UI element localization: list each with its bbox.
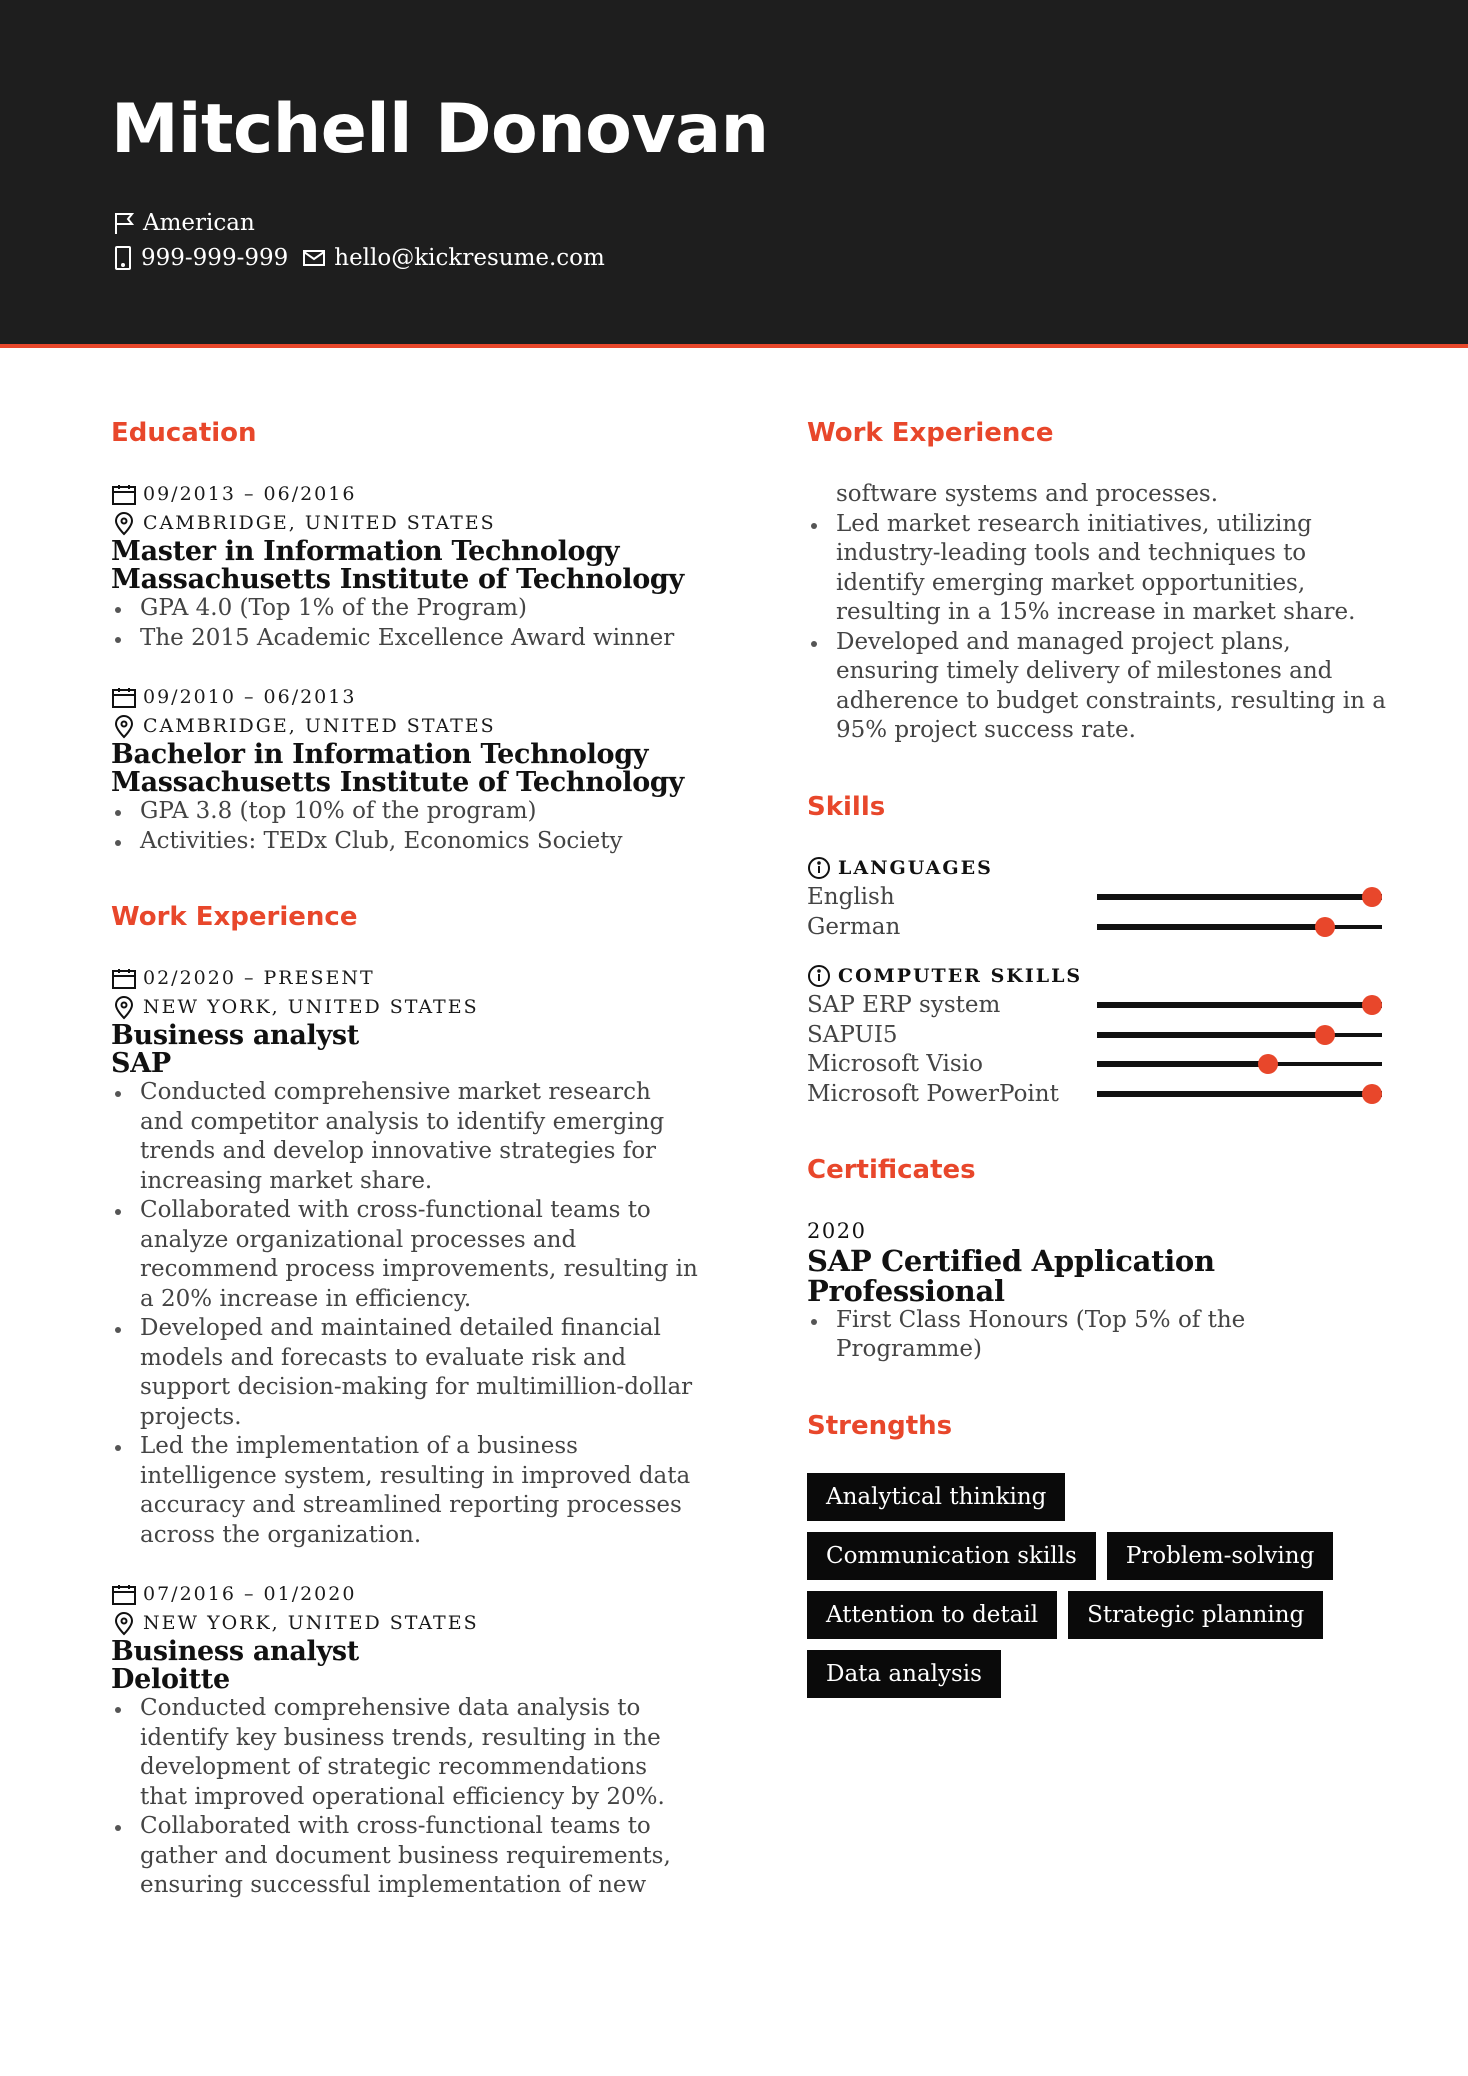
skill-level-bar	[1097, 1003, 1382, 1007]
skill-level-dot	[1315, 1025, 1335, 1045]
entry-location: CAMBRIDGE, UNITED STATES	[111, 712, 701, 741]
strength-tags	[807, 1473, 1367, 1709]
entry-dates: 07/2016 – 01/2020	[111, 1580, 701, 1609]
entry-dates: 09/2013 – 06/2016	[111, 480, 701, 509]
strength-tag: Analytical thinking	[807, 1473, 1065, 1521]
company-name: SAP	[111, 1048, 171, 1079]
skill-group-languages	[807, 854, 1387, 942]
contact-row-nationality	[113, 210, 269, 236]
education-entry	[111, 480, 701, 653]
info-icon	[807, 856, 831, 880]
entry-dates: 02/2020 – PRESENT	[111, 964, 701, 993]
calendar-icon	[111, 687, 137, 709]
skill-row	[807, 912, 1387, 942]
skill-level-bar	[1097, 1092, 1382, 1096]
entry-bullets	[111, 797, 701, 856]
list-item: GPA 4.0 (Top 1% of the Program)	[111, 594, 701, 624]
list-item: Collaborated with cross-functional teams to analyze organizational processes and recommend process improvements, resulting in a 20% increase in efficiency.	[111, 1196, 701, 1314]
list-item: GPA 3.8 (top 10% of the program)	[111, 797, 701, 827]
location-pin-icon	[111, 512, 137, 536]
skill-level-bar	[1097, 925, 1382, 929]
phone-icon	[113, 245, 133, 271]
list-item: Collaborated with cross-functional teams to gather and document business requirements, ensuring successful implementation of new	[111, 1812, 701, 1901]
phone-item	[113, 245, 288, 271]
work-entry	[111, 1580, 701, 1901]
skill-level-bar	[1097, 895, 1382, 899]
skill-level-fill	[1097, 1002, 1382, 1008]
left-column	[111, 420, 701, 1949]
location-pin-icon	[111, 715, 137, 739]
work-experience-section	[111, 904, 701, 1901]
contact-row-phone-email	[113, 245, 619, 271]
list-item: First Class Honours (Top 5% of the Programme)	[807, 1306, 1387, 1365]
entry-location: CAMBRIDGE, UNITED STATES	[111, 509, 701, 538]
entry-bullets	[807, 480, 1387, 746]
flag-icon	[113, 211, 135, 235]
section-title-work: Work Experience	[111, 902, 358, 932]
list-item: The 2015 Academic Excellence Award winner	[111, 624, 701, 654]
certificate-year: 2020	[807, 1218, 867, 1243]
skill-row	[807, 883, 1387, 913]
list-item: Conducted comprehensive market research and competitor analysis to identify emerging trends and develop innovative strategies for increasing market share.	[111, 1078, 701, 1196]
skill-row	[807, 1020, 1387, 1050]
email-item	[302, 245, 605, 271]
location-pin-icon	[111, 1612, 137, 1636]
strength-tag: Strategic planning	[1068, 1591, 1323, 1639]
work-experience-continued-section	[807, 420, 1387, 746]
section-title-work-continued: Work Experience	[807, 418, 1054, 448]
skills-section	[807, 791, 1387, 1109]
entry-dates: 09/2010 – 06/2013	[111, 683, 701, 712]
strength-tag: Data analysis	[807, 1650, 1001, 1698]
list-item: Led market research initiatives, utilizing industry-leading tools and techniques to identify emerging market opportunities, resulting in a 15% increase in market share.	[807, 510, 1387, 628]
entry-bullets	[111, 1078, 701, 1550]
entry-bullets	[807, 1306, 1387, 1365]
skill-row	[807, 991, 1387, 1021]
email-link[interactable]: hello@kickresume.com	[334, 245, 605, 271]
skill-row	[807, 1079, 1387, 1109]
skill-name: SAPUI5	[807, 1021, 898, 1048]
skill-name: SAP ERP system	[807, 992, 1001, 1019]
skill-level-dot	[1362, 1084, 1382, 1104]
list-item: Activities: TEDx Club, Economics Society	[111, 827, 701, 857]
skill-name: Microsoft Visio	[807, 1051, 983, 1078]
strength-tag: Problem-solving	[1107, 1532, 1333, 1580]
entry-location: NEW YORK, UNITED STATES	[111, 1609, 701, 1638]
school-name: Massachusetts Institute of Technology	[111, 564, 684, 595]
strength-tag: Communication skills	[807, 1532, 1096, 1580]
skill-level-fill	[1097, 1032, 1325, 1038]
list-item: Led the implementation of a business intelligence system, resulting in improved data accuracy and streamlined reporting processes across the organization.	[111, 1432, 701, 1550]
entry-location: NEW YORK, UNITED STATES	[111, 993, 701, 1022]
section-title-strengths: Strengths	[807, 1410, 953, 1441]
calendar-icon	[111, 484, 137, 506]
work-entry	[111, 964, 701, 1550]
candidate-name: Mitchell Donovan	[111, 90, 769, 169]
certificates-section	[807, 1154, 1387, 1365]
certificate-name: SAP Certified Application Professional	[807, 1243, 1215, 1308]
skill-level-dot	[1362, 995, 1382, 1015]
skill-name: Microsoft PowerPoint	[807, 1080, 1059, 1107]
section-title-certificates: Certificates	[807, 1154, 976, 1185]
location-pin-icon	[111, 996, 137, 1020]
skill-level-dot	[1362, 887, 1382, 907]
resume-header	[0, 0, 1468, 348]
calendar-icon	[111, 1584, 137, 1606]
job-title: Business analyst	[111, 1636, 359, 1667]
entry-bullets	[111, 1694, 701, 1901]
school-name: Massachusetts Institute of Technology	[111, 767, 684, 798]
section-title-skills: Skills	[807, 791, 886, 822]
education-entry	[111, 683, 701, 856]
degree-title: Master in Information Technology	[111, 536, 620, 567]
phone-text[interactable]: 999-999-999	[141, 245, 289, 271]
company-name: Deloitte	[111, 1664, 230, 1695]
job-title: Business analyst	[111, 1020, 359, 1051]
skill-name: English	[807, 884, 895, 911]
skill-level-fill	[1097, 1061, 1268, 1067]
skill-level-dot	[1258, 1054, 1278, 1074]
skill-level-fill	[1097, 1091, 1382, 1097]
list-item: Developed and maintained detailed financial models and forecasts to evaluate risk and support decision-making for multimillion-dollar projects.	[111, 1314, 701, 1432]
strengths-section	[807, 1410, 1387, 1709]
skill-level-bar	[1097, 1033, 1382, 1037]
list-item: Developed and managed project plans, ensuring timely delivery of milestones and adherence to budget constraints, resulting in a 95% project success rate.	[807, 628, 1387, 746]
skill-level-dot	[1315, 917, 1335, 937]
section-title-education: Education	[111, 418, 257, 448]
right-column	[807, 420, 1387, 1757]
skill-group-title: LANGUAGES	[807, 854, 1387, 883]
nationality-item	[113, 210, 255, 236]
info-icon	[807, 964, 831, 988]
degree-title: Bachelor in Information Technology	[111, 739, 649, 770]
nationality-text: American	[143, 210, 255, 236]
skill-level-fill	[1097, 924, 1325, 930]
skill-row	[807, 1050, 1387, 1080]
calendar-icon	[111, 968, 137, 990]
strength-tag: Attention to detail	[807, 1591, 1057, 1639]
skill-name: German	[807, 913, 901, 940]
skill-level-bar	[1097, 1062, 1382, 1066]
envelope-icon	[302, 248, 326, 268]
skill-group-computer	[807, 962, 1387, 1109]
entry-bullets	[111, 594, 701, 653]
list-item: Conducted comprehensive data analysis to identify key business trends, resulting in the development of strategic recommendations that improved operational efficiency by 20%.	[111, 1694, 701, 1812]
skill-group-title: COMPUTER SKILLS	[807, 962, 1387, 991]
education-section	[111, 420, 701, 856]
skill-level-fill	[1097, 894, 1382, 900]
list-item-continued: software systems and processes.	[836, 481, 1219, 507]
